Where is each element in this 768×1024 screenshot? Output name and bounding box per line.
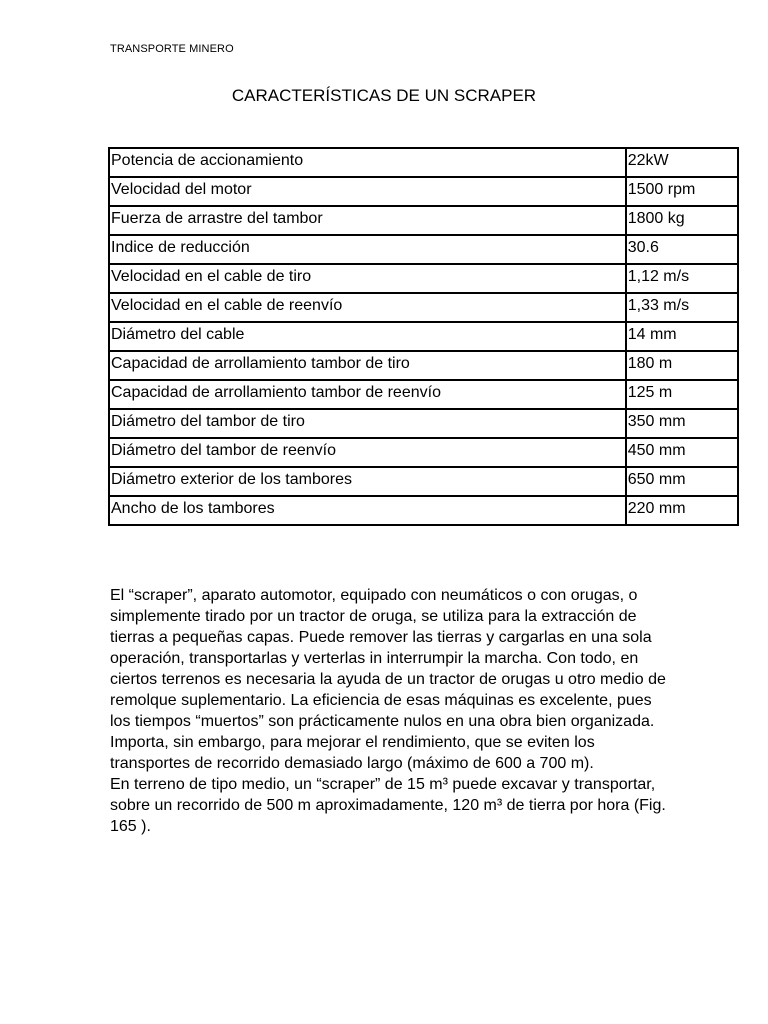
spec-value: 22kW [626, 148, 738, 177]
spec-parameter: Capacidad de arrollamiento tambor de tiro [109, 351, 626, 380]
spec-value: 1,33 m/s [626, 293, 738, 322]
specifications-table [108, 147, 739, 526]
spec-row [109, 322, 738, 351]
spec-row [109, 177, 738, 206]
spec-value: 14 mm [626, 322, 738, 351]
spec-value: 350 mm [626, 409, 738, 438]
spec-parameter: Indice de reducción [109, 235, 626, 264]
spec-row [109, 293, 738, 322]
spec-row [109, 206, 738, 235]
spec-value: 125 m [626, 380, 738, 409]
spec-row [109, 409, 738, 438]
spec-row [109, 380, 738, 409]
spec-value: 1500 rpm [626, 177, 738, 206]
document-title-text: CARACTERÍSTICAS DE UN SCRAPER [231, 86, 537, 105]
spec-row [109, 496, 738, 525]
description-text [110, 585, 670, 837]
spec-value: 1800 kg [626, 206, 738, 235]
spec-parameter: Diámetro del tambor de tiro [109, 409, 626, 438]
description-paragraph-2: En terreno de tipo medio, un “scraper” de 15 m³ puede excavar y transportar, sobre un recorrido de 500 m aproximadamente, 120 m³ de tierra por hora (Fig. 165 ). [110, 776, 666, 835]
spec-row [109, 264, 738, 293]
document-header: TRANSPORTE MINERO [110, 43, 234, 55]
spec-row [109, 148, 738, 177]
spec-parameter: Diámetro del cable [109, 322, 626, 351]
spec-parameter: Velocidad del motor [109, 177, 626, 206]
spec-parameter: Potencia de accionamiento [109, 148, 626, 177]
spec-row [109, 351, 738, 380]
spec-parameter: Diámetro del tambor de reenvío [109, 438, 626, 467]
spec-parameter: Diámetro exterior de los tambores [109, 467, 626, 496]
spec-value: 450 mm [626, 438, 738, 467]
spec-parameter: Velocidad en el cable de tiro [109, 264, 626, 293]
spec-parameter: Velocidad en el cable de reenvío [109, 293, 626, 322]
spec-value: 30.6 [626, 235, 738, 264]
spec-parameter: Ancho de los tambores [109, 496, 626, 525]
spec-value: 180 m [626, 351, 738, 380]
spec-parameter: Capacidad de arrollamiento tambor de reenvío [109, 380, 626, 409]
spec-row [109, 467, 738, 496]
spec-row [109, 438, 738, 467]
description-paragraph-1: El “scraper”, aparato automotor, equipado con neumáticos o con orugas, o simplemente tirado por un tractor de oruga, se utiliza para la extracción de tierras a pequeñas capas. Puede remover las tierras y cargarlas en una sola operación, transportarlas y verterlas in interrumpir la marcha. Con todo, en ciertos terrenos es necesaria la ayuda de un tractor de orugas u otro medio de remolque suplementario. La eficiencia de esas máquinas es excelente, pues los tiempos “muertos” son prácticamente nulos en una obra bien organizada. Importa, sin embargo, para mejorar el rendimiento, que se eviten los transportes de recorrido demasiado largo (máximo de 600 a 700 m). [110, 587, 666, 772]
spec-value: 1,12 m/s [626, 264, 738, 293]
specifications-table-body [109, 148, 738, 525]
spec-value: 220 mm [626, 496, 738, 525]
spec-row [109, 235, 738, 264]
document-title [0, 86, 768, 106]
spec-parameter: Fuerza de arrastre del tambor [109, 206, 626, 235]
spec-value: 650 mm [626, 467, 738, 496]
